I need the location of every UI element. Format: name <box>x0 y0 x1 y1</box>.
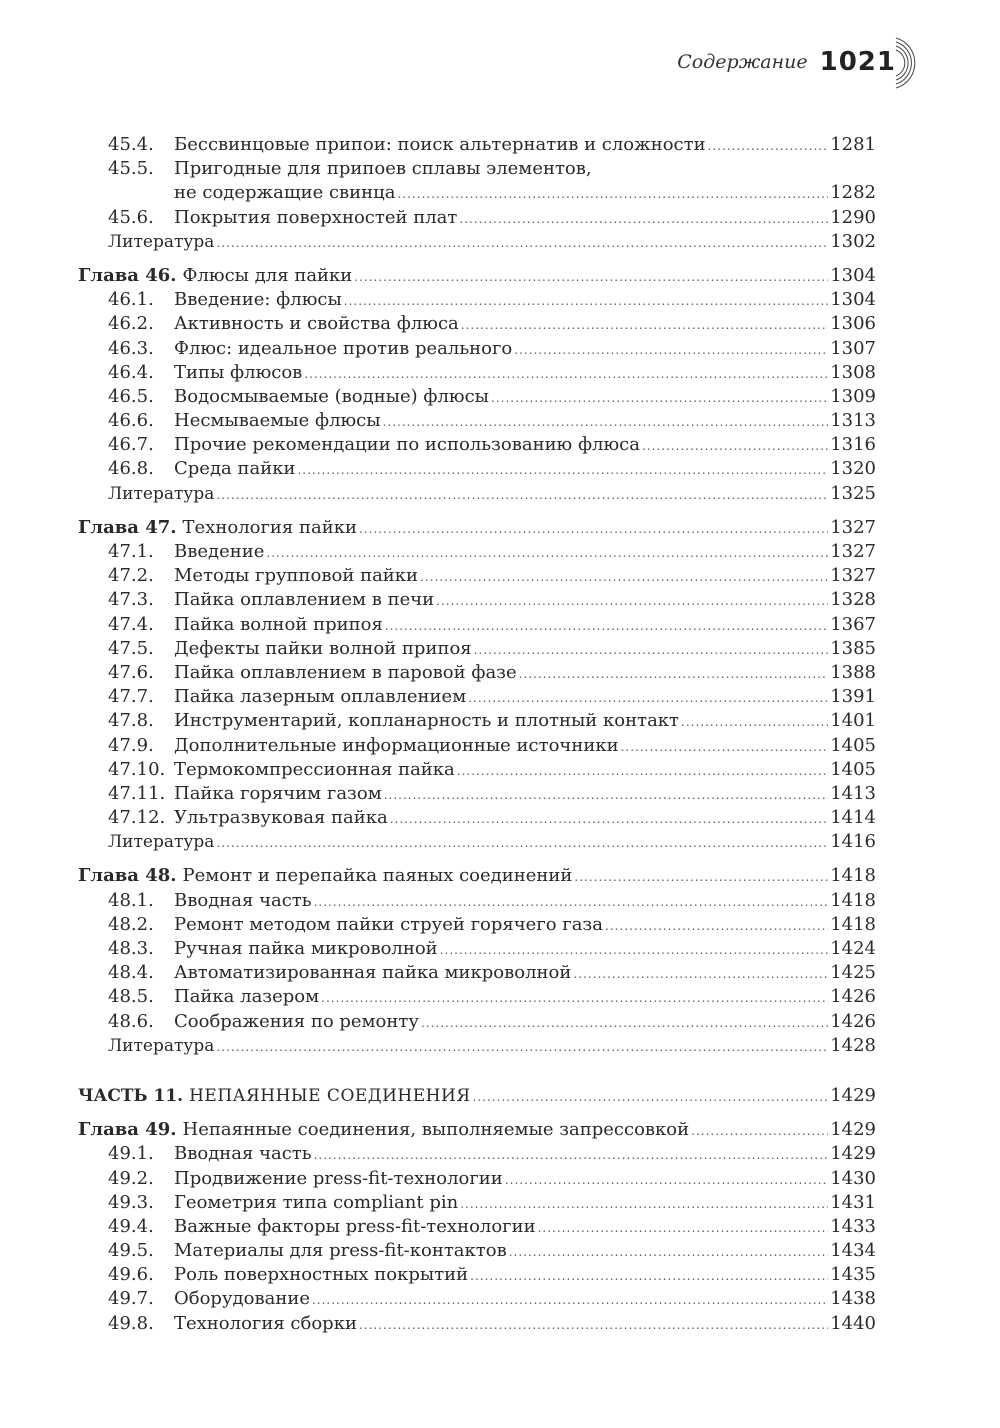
toc-leader-dots <box>383 410 829 434</box>
toc-section-row[interactable] <box>78 385 876 409</box>
toc-leader-dots <box>344 289 828 313</box>
toc-chapter-row[interactable] <box>78 516 876 540</box>
toc-leader-dots <box>691 1119 828 1143</box>
toc-entry-title: Оборудование <box>174 1288 310 1310</box>
toc-entry-title: Методы групповой пайки <box>174 565 419 587</box>
toc-entry-title: Материалы для press-fit-контактов <box>174 1240 507 1262</box>
toc-leader-dots <box>470 1264 828 1288</box>
toc-entry-title: Пайка волной припоя <box>174 613 383 635</box>
toc-entry-title: Среда пайки <box>174 458 296 480</box>
toc-chapter-label: Глава 49. <box>78 1119 177 1141</box>
toc-leader-dots <box>573 962 828 986</box>
toc-section-row[interactable] <box>78 564 876 588</box>
toc-leader-dots <box>314 890 829 914</box>
toc-entry-title: Ручная пайка микроволной <box>174 938 438 959</box>
toc-entry-title: Вводная часть <box>174 1143 312 1165</box>
toc-page-number: 1425 <box>830 962 876 984</box>
toc-section-number: 47.3. <box>108 589 154 611</box>
toc-section-row[interactable] <box>78 734 876 758</box>
toc-section-number: 47.9. <box>108 734 154 756</box>
toc-leader-dots <box>505 1168 828 1192</box>
toc-entry-title: Термокомпрессионная пайка <box>174 758 455 780</box>
toc-section-number: 48.3. <box>108 938 154 959</box>
toc-section-number: 46.4. <box>108 361 154 383</box>
toc-entry-title: Пайка оплавлением в паровой фазе <box>174 661 517 683</box>
toc-section-number: 46.7. <box>108 434 154 456</box>
toc-entry-title: Дефекты пайки волной припоя <box>174 637 472 659</box>
toc-page-number: 1424 <box>830 938 876 959</box>
toc-page-number: 1416 <box>830 831 876 853</box>
toc-part-row[interactable] <box>78 1084 876 1108</box>
toc-page-number: 1434 <box>830 1240 876 1262</box>
toc-page-number: 1327 <box>830 541 876 562</box>
header-title: Содержание <box>677 51 808 73</box>
toc-entry-title: Технология пайки <box>182 516 357 538</box>
toc-leader-dots <box>538 1216 829 1240</box>
toc-section-row[interactable] <box>78 806 876 830</box>
toc-entry-title: Пайка горячим газом <box>174 782 382 804</box>
toc-leader-dots <box>359 517 828 541</box>
toc-section-row[interactable] <box>78 433 876 457</box>
toc-entry-title: Литература <box>108 483 215 504</box>
toc-section-number: 47.6. <box>108 661 154 683</box>
toc-page-number: 1429 <box>830 1084 876 1106</box>
toc-section-number: 48.5. <box>108 986 154 1008</box>
toc-section-number: 48.6. <box>108 1010 154 1032</box>
toc-section-number: 47.2. <box>108 565 154 587</box>
toc-entry-title: Соображения по ремонту <box>174 1010 419 1032</box>
toc-section-row[interactable] <box>78 637 876 661</box>
toc-section-row[interactable] <box>78 457 876 481</box>
toc-section-number: 47.7. <box>108 686 154 708</box>
toc-entry-title: Ремонт методом пайки струей горячего газа <box>174 913 603 935</box>
toc-chapter-label: Глава 47. <box>78 516 177 538</box>
toc-section-number: 49.8. <box>108 1312 154 1334</box>
toc-page-number: 1433 <box>830 1215 876 1237</box>
toc-leader-dots <box>574 865 828 889</box>
toc-page-number: 1430 <box>830 1167 876 1189</box>
running-header <box>677 38 896 86</box>
toc-page-number: 1304 <box>830 289 876 311</box>
toc-page-number: 1308 <box>830 361 876 383</box>
toc-leader-dots <box>642 434 828 458</box>
toc-lit-row[interactable] <box>78 1034 876 1058</box>
toc-entry-title: Покрытия поверхностей плат <box>174 206 458 228</box>
toc-section-row[interactable] <box>78 1287 876 1311</box>
table-of-contents <box>78 133 876 1336</box>
toc-lit-row[interactable] <box>78 230 876 254</box>
toc-section-row[interactable] <box>78 1191 876 1215</box>
header-page-number: 1021 <box>819 47 896 77</box>
toc-chapter-row[interactable] <box>78 264 876 288</box>
toc-leader-dots <box>314 1143 829 1167</box>
toc-section-number: 49.2. <box>108 1167 154 1189</box>
toc-section-row[interactable] <box>78 157 876 181</box>
toc-lit-row[interactable] <box>78 482 876 506</box>
toc-entry-title: Бессвинцовые припои: поиск альтернатив и сложности <box>174 134 706 155</box>
toc-leader-dots <box>459 207 828 231</box>
toc-section-number: 49.4. <box>108 1215 154 1237</box>
toc-page-number: 1426 <box>830 986 876 1008</box>
toc-leader-dots <box>474 638 829 662</box>
toc-page-number: 1367 <box>830 613 876 635</box>
toc-section-row[interactable] <box>78 312 876 336</box>
toc-section-row[interactable] <box>78 613 876 637</box>
toc-lit-row[interactable] <box>78 830 876 854</box>
toc-section-number: 47.12. <box>108 807 166 829</box>
toc-page-number: 1306 <box>830 313 876 335</box>
toc-section-row[interactable] <box>78 1215 876 1239</box>
toc-page-number: 1325 <box>830 482 876 504</box>
toc-leader-dots <box>266 541 828 565</box>
toc-leader-dots <box>621 735 829 759</box>
toc-section-row[interactable] <box>78 206 876 230</box>
toc-section-row[interactable] <box>78 889 876 913</box>
toc-page-number: 1327 <box>830 516 876 538</box>
toc-entry-title: Флюс: идеальное против реального <box>174 337 513 359</box>
toc-chapter-row[interactable] <box>78 1118 876 1142</box>
toc-entry-title: Литература <box>108 1035 215 1056</box>
toc-page-number: 1281 <box>830 134 876 155</box>
toc-page-number: 1413 <box>830 782 876 804</box>
toc-section-row[interactable] <box>78 985 876 1009</box>
toc-section-number: 46.2. <box>108 313 154 335</box>
toc-page-number: 1429 <box>830 1143 876 1165</box>
toc-page-number: 1316 <box>830 434 876 456</box>
toc-leader-dots <box>514 338 828 362</box>
toc-leader-dots <box>519 662 829 686</box>
toc-entry-title: Непаянные соединения, выполняемые запрессовкой <box>182 1119 690 1141</box>
toc-section-number: 47.8. <box>108 710 154 732</box>
toc-page-number: 1435 <box>830 1264 876 1286</box>
toc-page-number: 1405 <box>830 758 876 780</box>
toc-section-number: 48.2. <box>108 913 154 935</box>
toc-section-number: 48.4. <box>108 962 154 984</box>
toc-page-number: 1313 <box>830 410 876 432</box>
toc-leader-dots <box>420 565 828 589</box>
toc-leader-dots <box>385 614 828 638</box>
toc-section-number: 46.5. <box>108 385 154 407</box>
toc-section-number: 46.6. <box>108 410 154 432</box>
toc-section-row[interactable] <box>78 961 876 985</box>
toc-entry-title: Инструментарий, копланарность и плотный контакт <box>174 710 680 732</box>
toc-page-number: 1401 <box>830 710 876 732</box>
toc-entry-title: Несмываемые флюсы <box>174 410 381 432</box>
toc-section-number: 46.3. <box>108 337 154 359</box>
toc-leader-dots <box>468 686 828 710</box>
toc-entry-title: Автоматизированная пайка микроволной <box>174 962 572 984</box>
toc-entry-title: Пайка оплавлением в печи <box>174 589 435 611</box>
toc-leader-dots <box>321 986 828 1010</box>
header-arcs-ornament <box>892 34 936 92</box>
toc-section-number: 48.1. <box>108 889 154 911</box>
toc-leader-dots <box>440 938 829 962</box>
toc-section-row[interactable] <box>78 913 876 937</box>
toc-page-number: 1440 <box>830 1312 876 1334</box>
toc-section-row[interactable] <box>78 782 876 806</box>
toc-page-number: 1418 <box>830 913 876 935</box>
toc-section-row[interactable] <box>78 758 876 782</box>
toc-leader-dots <box>216 1035 828 1059</box>
toc-entry-title: Вводная часть <box>174 889 312 911</box>
toc-section-number: 46.8. <box>108 458 154 480</box>
toc-page-number: 1304 <box>830 264 876 286</box>
toc-leader-dots <box>460 1192 828 1216</box>
toc-page-number: 1282 <box>830 182 876 204</box>
toc-leader-dots <box>605 914 828 938</box>
toc-leader-dots <box>457 759 828 783</box>
toc-section-number: 45.4. <box>108 134 154 155</box>
toc-section-row[interactable] <box>78 661 876 685</box>
toc-page-number: 1290 <box>830 206 876 228</box>
toc-leader-dots <box>216 831 828 855</box>
toc-entry-title: Пригодные для припоев сплавы элементов, <box>174 158 592 180</box>
toc-entry-title: Важные факторы press-fit-технологии <box>174 1215 536 1237</box>
toc-section-row[interactable] <box>78 1239 876 1263</box>
toc-leader-dots <box>312 1288 828 1312</box>
toc-section-row[interactable] <box>78 1167 876 1191</box>
toc-cont-row[interactable] <box>78 181 876 205</box>
toc-leader-dots <box>354 265 828 289</box>
toc-entry-title: Ультразвуковая пайка <box>174 807 388 829</box>
toc-section-number: 49.3. <box>108 1191 154 1213</box>
toc-leader-dots <box>473 1085 829 1109</box>
toc-section-row[interactable] <box>78 133 876 157</box>
toc-section-row[interactable] <box>78 288 876 312</box>
toc-leader-dots <box>397 182 828 206</box>
toc-leader-dots <box>509 1240 828 1264</box>
toc-entry-title: Флюсы для пайки <box>182 264 353 286</box>
toc-page-number: 1328 <box>830 589 876 611</box>
toc-section-row[interactable] <box>78 540 876 564</box>
toc-page-number: 1388 <box>830 661 876 683</box>
toc-entry-title: Пайка лазером <box>174 986 320 1008</box>
toc-section-number: 45.6. <box>108 206 154 228</box>
toc-section-number: 49.5. <box>108 1240 154 1262</box>
toc-section-row[interactable] <box>78 337 876 361</box>
toc-page-number: 1414 <box>830 807 876 829</box>
toc-section-row[interactable] <box>78 1142 876 1166</box>
toc-page-number: 1385 <box>830 637 876 659</box>
toc-section-number: 47.4. <box>108 613 154 635</box>
toc-section-row[interactable] <box>78 409 876 433</box>
toc-leader-dots <box>384 783 828 807</box>
toc-page-number: 1307 <box>830 337 876 359</box>
toc-page-number: 1429 <box>830 1119 876 1141</box>
toc-entry-title: Введение <box>174 541 265 562</box>
toc-leader-dots <box>304 362 828 386</box>
toc-entry-title: Геометрия типа compliant pin <box>174 1191 459 1213</box>
toc-section-row[interactable] <box>78 588 876 612</box>
toc-entry-title: Литература <box>108 231 215 252</box>
toc-leader-dots <box>216 231 828 255</box>
toc-section-number: 47.11. <box>108 782 166 804</box>
toc-leader-dots <box>421 1011 828 1035</box>
toc-page-number: 1302 <box>830 230 876 252</box>
toc-leader-dots <box>390 807 828 831</box>
toc-part-label: ЧАСТЬ 11. <box>78 1085 184 1106</box>
toc-entry-title: не содержащие свинца <box>174 182 396 204</box>
toc-leader-dots <box>681 710 828 734</box>
toc-chapter-label: Глава 46. <box>78 264 177 286</box>
toc-page-number: 1405 <box>830 734 876 756</box>
toc-page-number: 1426 <box>830 1010 876 1032</box>
toc-section-row[interactable] <box>78 1010 876 1034</box>
toc-entry-title: Роль поверхностных покрытий <box>174 1264 469 1286</box>
toc-chapter-row[interactable] <box>78 864 876 888</box>
toc-section-number: 49.7. <box>108 1288 154 1310</box>
toc-section-number: 49.1. <box>108 1143 154 1165</box>
toc-section-row[interactable] <box>78 1312 876 1336</box>
toc-entry-title: Технология сборки <box>174 1312 357 1334</box>
toc-page-number: 1320 <box>830 458 876 480</box>
toc-section-row[interactable] <box>78 709 876 733</box>
toc-entry-title: Ремонт и перепайка паяных соединений <box>182 865 573 887</box>
toc-section-number: 47.10. <box>108 758 166 780</box>
toc-section-row[interactable] <box>78 1263 876 1287</box>
toc-leader-dots <box>297 458 828 482</box>
toc-section-number: 49.6. <box>108 1264 154 1286</box>
toc-entry-title: Дополнительные информационные источники <box>174 734 619 756</box>
toc-entry-title: Типы флюсов <box>174 361 303 383</box>
toc-section-row[interactable] <box>78 685 876 709</box>
toc-page-number: 1391 <box>830 686 876 708</box>
toc-entry-title: Продвижение press-fit-технологии <box>174 1167 503 1189</box>
toc-leader-dots <box>436 589 828 613</box>
toc-page-number: 1438 <box>830 1288 876 1310</box>
toc-page-number: 1418 <box>830 889 876 911</box>
toc-entry-title: Водосмываемые (водные) флюсы <box>174 385 490 407</box>
toc-leader-dots <box>708 134 829 158</box>
toc-page-number: 1418 <box>830 865 876 887</box>
toc-section-number: 45.5. <box>108 158 154 180</box>
toc-section-row[interactable] <box>78 937 876 961</box>
toc-leader-dots <box>461 313 828 337</box>
toc-chapter-label: Глава 48. <box>78 865 177 887</box>
toc-page-number: 1327 <box>830 565 876 587</box>
toc-leader-dots <box>491 386 828 410</box>
toc-page-number: 1309 <box>830 385 876 407</box>
toc-leader-dots <box>359 1313 828 1337</box>
toc-leader-dots <box>216 483 828 507</box>
toc-section-row[interactable] <box>78 361 876 385</box>
toc-entry-title: НЕПАЯННЫЕ СОЕДИНЕНИЯ <box>189 1085 471 1106</box>
toc-section-number: 47.5. <box>108 637 154 659</box>
toc-entry-title: Введение: флюсы <box>174 289 342 311</box>
toc-page-number: 1428 <box>830 1034 876 1056</box>
toc-entry-title: Пайка лазерным оплавлением <box>174 686 467 708</box>
toc-entry-title: Активность и свойства флюса <box>174 313 459 335</box>
toc-section-number: 47.1. <box>108 541 154 562</box>
toc-page-number: 1431 <box>830 1191 876 1213</box>
toc-entry-title: Прочие рекомендации по использованию флюса <box>174 434 640 456</box>
toc-entry-title: Литература <box>108 832 215 853</box>
toc-section-number: 46.1. <box>108 289 154 311</box>
